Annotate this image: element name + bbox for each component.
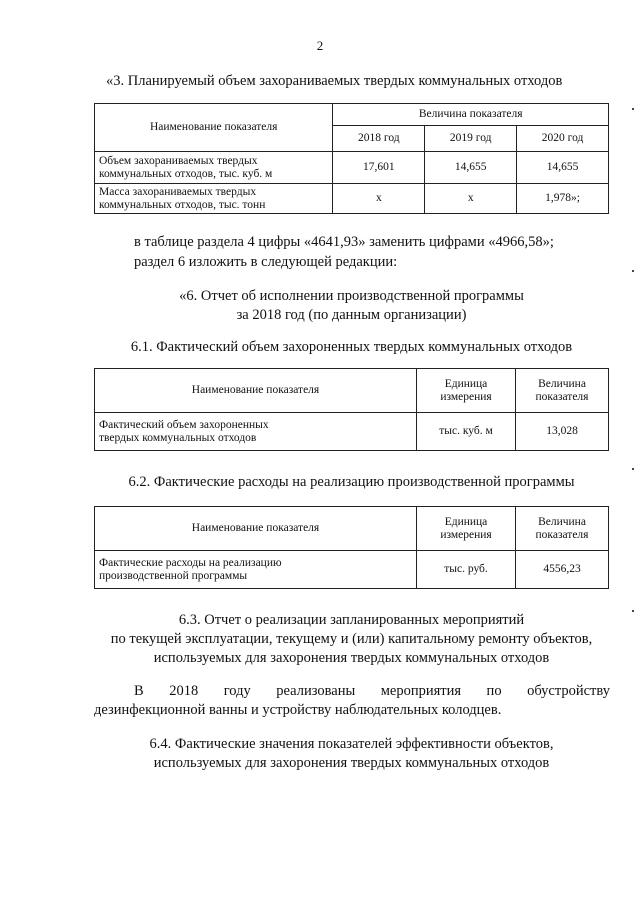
table1-row2-name-line1: Масса захораниваемых твердых [99, 185, 257, 198]
table2-header-name: Наименование показателя [95, 369, 417, 413]
table1-row2-name [95, 184, 333, 214]
table-row [95, 184, 609, 214]
table1-row1-name-line2: коммунальных отходов, тыс. куб. м [99, 167, 273, 180]
paragraph-table4-line2: раздел 6 изложить в следующей редакции: [134, 254, 398, 270]
table2-header-value [516, 369, 609, 413]
table2-row-unit: тыс. куб. м [417, 413, 516, 451]
table3-header-value-line1: Величина [538, 515, 586, 528]
section-6-1-title: 6.1. Фактический объем захороненных твердых коммунальных отходов [130, 339, 573, 355]
table1-row2-2020: 1,978»; [517, 184, 609, 214]
table1-header-year-2020: 2020 год [517, 126, 609, 152]
table1-header-year-2018: 2018 год [333, 126, 425, 152]
table3-header-name: Наименование показателя [95, 507, 417, 551]
table3-row-value: 4556,23 [516, 551, 609, 589]
table1-row1-2020: 14,655 [517, 152, 609, 184]
section-6-4-title-line1: 6.4. Фактические значения показателей эффективности объектов, [149, 736, 554, 752]
table3-row-unit: тыс. руб. [417, 551, 516, 589]
table3-header-unit [417, 507, 516, 551]
table3-header-unit-line1: Единица [444, 515, 488, 528]
section-6-3-title-line3: используемых для захоронения твердых коммунальных отходов [153, 650, 550, 666]
table1-row1-2019: 14,655 [425, 152, 517, 184]
section-6-4-title-line2: используемых для захоронения твердых коммунальных отходов [153, 755, 550, 771]
table-row [95, 413, 609, 451]
table2-row-value: 13,028 [516, 413, 609, 451]
table3-header-unit-line2: измерения [440, 528, 492, 541]
table1-row2-name-line2: коммунальных отходов, тыс. тонн [99, 198, 266, 211]
table2-header-value-line1: Величина [538, 377, 586, 390]
scan-mark [632, 108, 634, 110]
section-6-3-title-line1: 6.3. Отчет о реализации запланированных мероприятий [178, 612, 525, 628]
section-6-3-paragraph-line1: В 2018 году реализованы мероприятия по обустройству [134, 683, 610, 699]
table3-row-name [95, 551, 417, 589]
scan-mark [632, 270, 634, 272]
table1-header-value-group: Величина показателя [333, 104, 609, 126]
table2-row-name-line2: твердых коммунальных отходов [99, 431, 257, 444]
table1-row1-2018: 17,601 [333, 152, 425, 184]
section-6-3-paragraph-line2: дезинфекционной ванны и устройству наблюдательных колодцев. [94, 702, 502, 718]
table3-header-value [516, 507, 609, 551]
table1-header-name: Наименование показателя [95, 104, 333, 152]
table1-row1-name [95, 152, 333, 184]
table2-header-unit [417, 369, 516, 413]
actual-expenses-table [94, 506, 609, 589]
section-6-3-title-line2: по текущей эксплуатации, текущему и (или) капитальному ремонту объектов, [110, 631, 593, 647]
section-6-2-title: 6.2. Фактические расходы на реализацию производственной программы [128, 474, 575, 490]
actual-volume-table [94, 368, 609, 451]
table2-header-unit-line2: измерения [440, 390, 492, 403]
table2-row-name [95, 413, 417, 451]
table3-header-value-line2: показателя [535, 528, 589, 541]
table1-row1-name-line1: Объем захораниваемых твердых [99, 154, 258, 167]
table2-row-name-line1: Фактический объем захороненных [99, 418, 269, 431]
planned-volume-table [94, 103, 609, 214]
scan-mark [632, 610, 634, 612]
table-row [95, 152, 609, 184]
section-3-title: «3. Планируемый объем захораниваемых твердых коммунальных отходов [106, 73, 563, 89]
table3-row-name-line1: Фактические расходы на реализацию [99, 556, 282, 569]
table1-row2-2018: х [333, 184, 425, 214]
table1-header-year-2019: 2019 год [425, 126, 517, 152]
table-row [95, 551, 609, 589]
table2-header-unit-line1: Единица [444, 377, 488, 390]
table3-row-name-line2: производственной программы [99, 569, 248, 582]
scan-mark [632, 468, 634, 470]
table2-header-value-line2: показателя [535, 390, 589, 403]
paragraph-table4-line1: в таблице раздела 4 цифры «4641,93» заменить цифрами «4966,58»; [134, 234, 554, 250]
section-6-title-line1: «6. Отчет об исполнении производственной программы [179, 288, 524, 304]
table1-row2-2019: х [425, 184, 517, 214]
page-number: 2 [316, 38, 324, 53]
section-6-title-line2: за 2018 год (по данным организации) [236, 307, 467, 323]
